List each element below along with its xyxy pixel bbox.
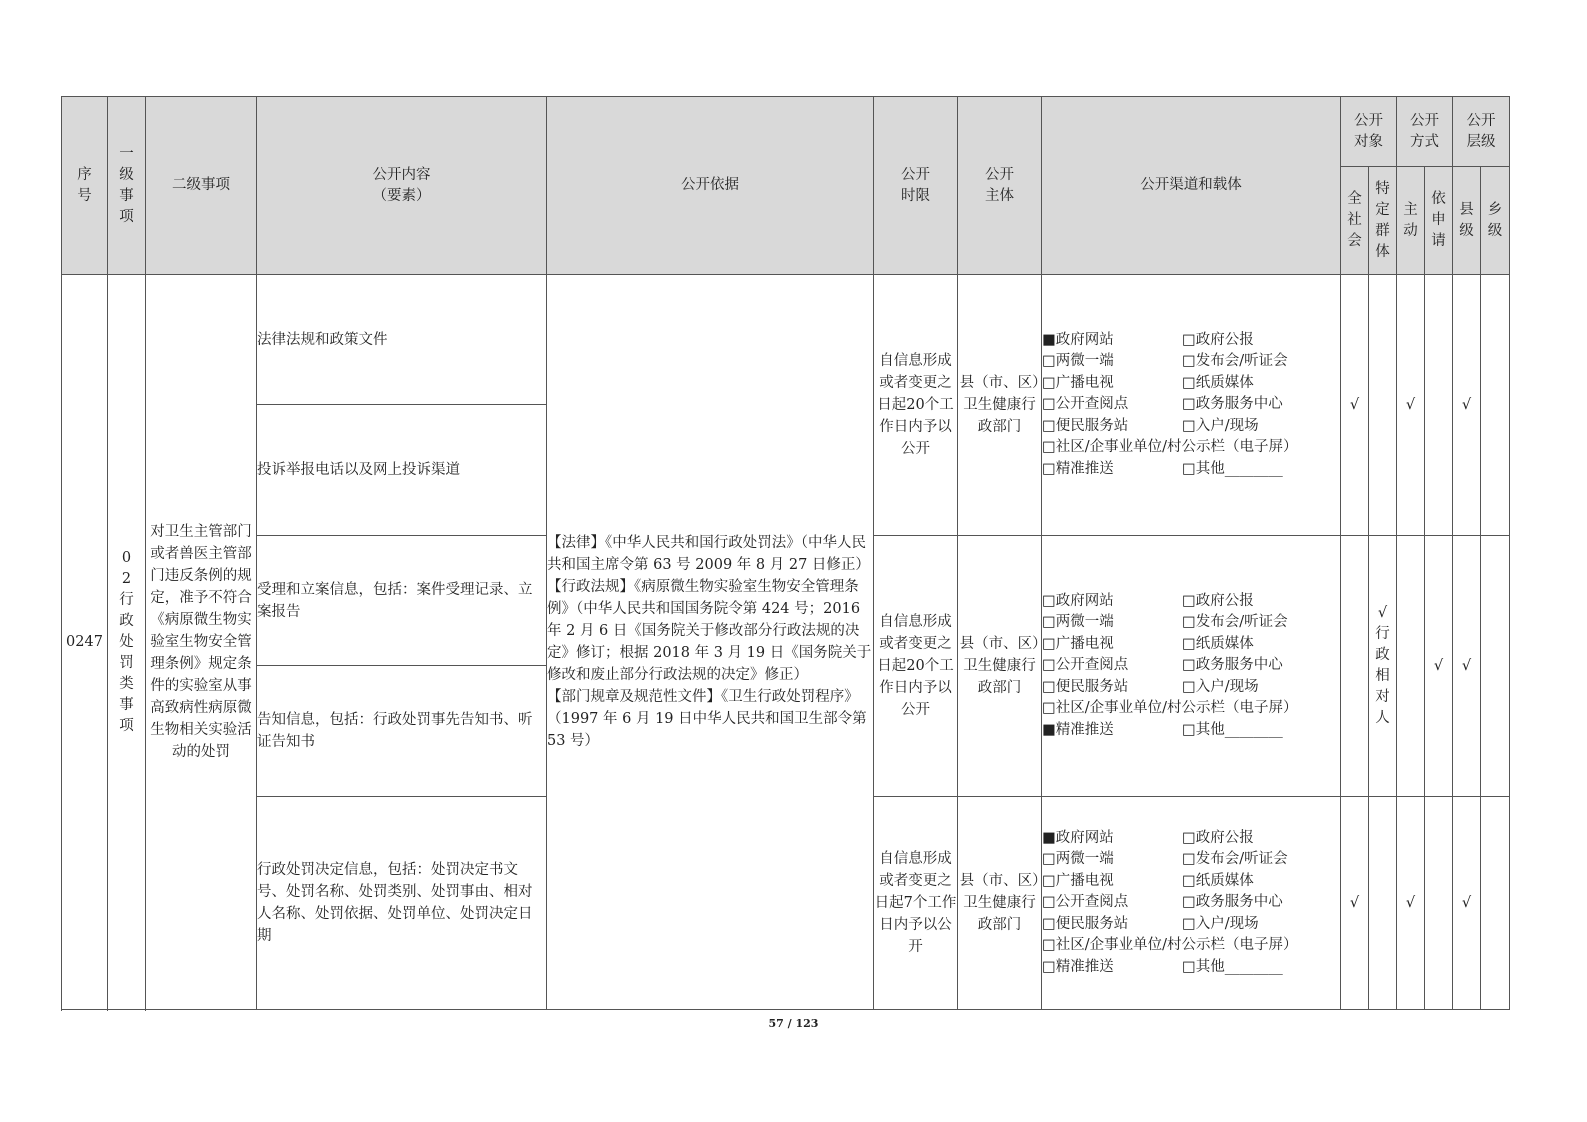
header-level: 公开层级 [1453,97,1510,167]
subject-cell: 县（市、区）卫生健康行政部门 [958,275,1042,536]
channel-option: □纸质媒体 [1182,872,1254,889]
method-active-mark [1397,536,1425,797]
content-cell: 告知信息，包括：行政处罚事先告知书、听证告知书 [257,666,547,797]
channel-option: □政务服务中心 [1182,396,1283,413]
channel-option: □广播电视 [1042,872,1114,889]
content-cell: 法律法规和政策文件 [257,275,547,405]
channel-option: □社区/企事业单位/村公示栏（电子屏） [1042,700,1298,717]
level-county-mark: √ [1453,275,1481,536]
channel-option: □广播电视 [1042,374,1114,391]
channel-option: □政府公报 [1182,592,1254,609]
level2-cell: 对卫生主管部门或者兽医主管部门违反条例的规定，准予不符合《病原微生物实验室生物安全管理条例》规定条件的实验室从事高致病性病原微生物相关实验活动的处罚 [146,275,257,1010]
target-all-mark: √ [1341,275,1369,536]
target-specific-mark: √行政相对人 [1369,536,1397,797]
channel-option: □便民服务站 [1042,915,1129,932]
header-method-apply: 依申请 [1425,167,1453,275]
subject-cell: 县（市、区）卫生健康行政部门 [958,797,1042,1010]
channel-option: □政府公报 [1182,829,1254,846]
seq-cell: 0247 [62,275,108,1010]
header-content: 公开内容 （要素） [257,97,547,275]
channel-option: □入户/现场 [1182,915,1259,932]
channel-option: □其他________ [1182,460,1283,477]
channel-option: □其他________ [1182,958,1283,975]
header-basis: 公开依据 [547,97,874,275]
page-number: 57 / 123 [768,1017,819,1030]
channel-option: □公开查阅点 [1042,657,1129,674]
target-specific-mark [1369,275,1397,536]
channel-option: □发布会/听证会 [1182,353,1288,370]
channel-option: □其他________ [1182,721,1283,738]
method-active-mark: √ [1397,797,1425,1010]
content-cell: 投诉举报电话以及网上投诉渠道 [257,405,547,536]
channel-option: □两微一端 [1042,353,1114,370]
time-limit-cell: 自信息形成或者变更之日起7个工作日内予以公开 [874,797,958,1010]
channel-option: ■精准推送 [1042,721,1114,738]
channel-option: □精准推送 [1042,460,1114,477]
channel-option: □入户/现场 [1182,678,1259,695]
header-method-active: 主动 [1397,167,1425,275]
content-cell: 受理和立案信息，包括：案件受理记录、立案报告 [257,536,547,666]
content-cell: 行政处罚决定信息，包括：处罚决定书文号、处罚名称、处罚类别、处罚事由、相对人名称、处罚依据、处罚单位、处罚决定日期 [257,797,547,1010]
channel-option: □政府公报 [1182,331,1254,348]
channel-option: □公开查阅点 [1042,894,1129,911]
method-active-mark: √ [1397,275,1425,536]
header-seq: 序号 [62,97,108,275]
header-method: 公开方式 [1397,97,1453,167]
channels-cell [1042,797,1341,1010]
channel-option: □发布会/听证会 [1182,614,1288,631]
channel-option: □广播电视 [1042,635,1114,652]
method-apply-mark [1425,275,1453,536]
disclosure-table [61,96,1510,1010]
level1-cell: 02行政处罚类事项 [108,275,146,1010]
subject-cell: 县（市、区）卫生健康行政部门 [958,536,1042,797]
level-county-mark: √ [1453,536,1481,797]
channel-option: □政府网站 [1042,592,1114,609]
channel-option: □两微一端 [1042,851,1114,868]
target-specific-mark [1369,797,1397,1010]
header-level2: 二级事项 [146,97,257,275]
header-time-limit: 公开时限 [874,97,958,275]
channel-option: □精准推送 [1042,958,1114,975]
target-all-mark [1341,536,1369,797]
header-channels: 公开渠道和载体 [1042,97,1341,275]
level-county-mark: √ [1453,797,1481,1010]
channel-option: □社区/企事业单位/村公示栏（电子屏） [1042,439,1298,456]
header-target: 公开对象 [1341,97,1397,167]
channel-option: □社区/企事业单位/村公示栏（电子屏） [1042,937,1298,954]
channel-option: □政务服务中心 [1182,894,1283,911]
header-level-town: 乡级 [1481,167,1510,275]
method-apply-mark: √ [1425,536,1453,797]
header-level-county: 县级 [1453,167,1481,275]
channel-option: □政务服务中心 [1182,657,1283,674]
basis-cell: 【法律】《中华人民共和国行政处罚法》（中华人民共和国主席令第 63 号 2009 年 8 月 27 日修正） 【行政法规】《病原微生物实验室生物安全管理条例》（中华人民共和国国务院令第 424 号；2016 年 2 月 6 日《国务院关于修改部分行政法规的决定》修订；根据 2018 年 3 月 19 日《国务院关于修改和废止部分行政法规的决定》修正） 【部门规章及规范性文件】《卫生行政处罚程序》（1997 年 6 月 19 日中华人民共和国卫生部令第 53 号） [547,275,874,1010]
channel-option: ■政府网站 [1042,829,1114,846]
channel-option: □公开查阅点 [1042,396,1129,413]
header-level1: 一级事项 [108,97,146,275]
channel-option: □发布会/听证会 [1182,851,1288,868]
channel-option: □纸质媒体 [1182,374,1254,391]
method-apply-mark [1425,797,1453,1010]
channel-option: □入户/现场 [1182,417,1259,434]
channel-option: □便民服务站 [1042,678,1129,695]
channels-cell [1042,536,1341,797]
table-row [62,275,1510,405]
time-limit-cell: 自信息形成或者变更之日起20个工作日内予以公开 [874,275,958,536]
channel-option: □两微一端 [1042,614,1114,631]
channel-option: □便民服务站 [1042,417,1129,434]
channel-option: □纸质媒体 [1182,635,1254,652]
header-target-all: 全社会 [1341,167,1369,275]
target-all-mark: √ [1341,797,1369,1010]
channels-cell [1042,275,1341,536]
header-target-specific: 特定群体 [1369,167,1397,275]
level-town-mark [1481,536,1510,797]
time-limit-cell: 自信息形成或者变更之日起20个工作日内予以公开 [874,536,958,797]
channel-option: ■政府网站 [1042,331,1114,348]
level-town-mark [1481,275,1510,536]
level-town-mark [1481,797,1510,1010]
header-subject: 公开主体 [958,97,1042,275]
